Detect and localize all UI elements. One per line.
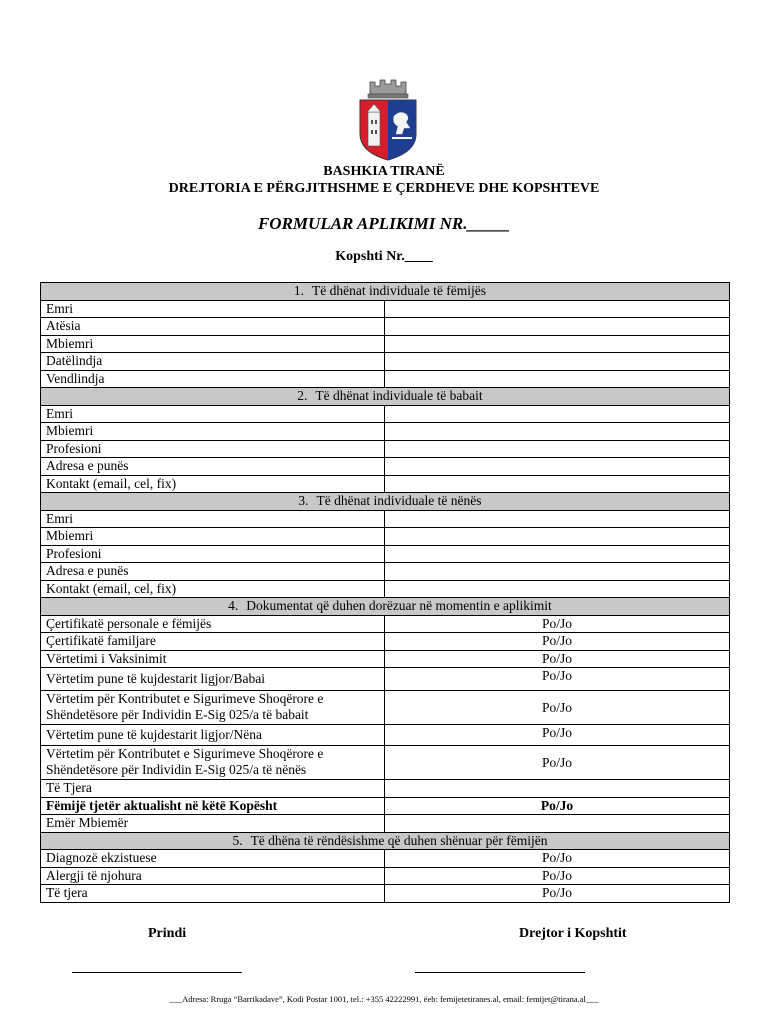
input-cell[interactable] [385, 335, 730, 353]
table-row: Emër Mbiemër [41, 815, 730, 833]
section-1-header: 1. Të dhënat individuale të fëmijës [41, 283, 730, 301]
table-row: Vendlindja [41, 370, 730, 388]
yes-no-cell[interactable]: Po/Jo [385, 867, 730, 885]
yes-no-cell[interactable]: Po/Jo [385, 885, 730, 903]
yes-no-cell[interactable]: Po/Jo [385, 797, 730, 815]
yes-no-cell[interactable]: Po/Jo [385, 633, 730, 651]
table-row: Kontakt (email, cel, fix) [41, 580, 730, 598]
table-row: Kontakt (email, cel, fix) [41, 475, 730, 493]
yes-no-cell[interactable]: Po/Jo [385, 850, 730, 868]
input-cell[interactable] [385, 370, 730, 388]
table-row: Vërtetim pune të kujdestarit ligjor/Babai Po/Jo [41, 668, 730, 691]
input-cell[interactable] [385, 815, 730, 833]
section-4-header: 4. Dokumentat që duhen dorëzuar në momentin e aplikimit [41, 598, 730, 616]
table-row: Emri [41, 300, 730, 318]
table-row: Mbiemri [41, 335, 730, 353]
table-row: Çertifikatë familjare Po/Jo [41, 633, 730, 651]
directorate-name: DREJTORIA E PËRGJITHSHME E ÇERDHEVE DHE KOPSHTEVE [168, 181, 600, 196]
parent-signature-label: Prindi [148, 926, 187, 941]
yes-no-cell[interactable]: Po/Jo [385, 668, 730, 691]
application-form-table [40, 282, 730, 903]
input-cell[interactable] [385, 475, 730, 493]
section-5-header: 5. Të dhëna të rëndësishme që duhen shënuar për fëmijën [41, 832, 730, 850]
table-row: Emri [41, 510, 730, 528]
table-row: Vërtetimi i Vaksinimit Po/Jo [41, 650, 730, 668]
yes-no-cell[interactable]: Po/Jo [385, 725, 730, 746]
footer-address: ___Adresa: Rruga “Barrikadave”, Kodi Postar 1001, tel.: +355 42222991, ëeb: femijetetiranes.al, email: femijet@tirana.al___ [169, 994, 599, 1004]
table-row: Datëlindja [41, 353, 730, 371]
table-row: Adresa e punës [41, 563, 730, 581]
input-cell[interactable] [385, 318, 730, 336]
table-row: Mbiemri [41, 423, 730, 441]
input-cell[interactable] [385, 353, 730, 371]
director-signature-line[interactable] [415, 972, 585, 973]
yes-no-cell[interactable]: Po/Jo [385, 746, 730, 780]
input-cell[interactable] [385, 580, 730, 598]
input-cell[interactable] [385, 510, 730, 528]
section-title: Të dhënat individuale të babait [315, 388, 483, 403]
table-row: Alergji të njohura Po/Jo [41, 867, 730, 885]
input-cell[interactable] [385, 300, 730, 318]
table-row: Vërtetim pune të kujdestarit ligjor/Nëna Po/Jo [41, 725, 730, 746]
section-title: Të dhënat individuale të fëmijës [312, 283, 486, 298]
table-row: Adresa e punës [41, 458, 730, 476]
yes-no-cell[interactable]: Po/Jo [385, 691, 730, 725]
table-row: Vërtetim për Kontributet e Sigurimeve Shoqërore e Shëndetësore për Individin E-Sig 025/a të nënës Po/Jo [41, 746, 730, 780]
table-row: Emri [41, 405, 730, 423]
input-cell[interactable] [385, 423, 730, 441]
input-cell[interactable] [385, 563, 730, 581]
input-cell[interactable] [385, 440, 730, 458]
section-title: Të dhëna të rëndësishme që duhen shënuar për fëmijën [250, 832, 548, 848]
parent-signature-line[interactable] [72, 972, 242, 973]
table-row: Të tjera Po/Jo [41, 885, 730, 903]
section-3-header: 3. Të dhënat individuale të nënës [41, 493, 730, 511]
input-cell[interactable] [385, 545, 730, 563]
table-row: Mbiemri [41, 528, 730, 546]
table-row: Fëmijë tjetër aktualisht në këtë Kopësht Po/Jo [41, 797, 730, 815]
form-title: FORMULAR APLIKIMI NR._____ [257, 214, 511, 233]
section-title: Të dhënat individuale të nënës [316, 493, 482, 508]
yes-no-cell[interactable]: Po/Jo [385, 615, 730, 633]
table-row: Profesioni [41, 545, 730, 563]
table-row: Çertifikatë personale e fëmijës Po/Jo [41, 615, 730, 633]
table-row: Profesioni [41, 440, 730, 458]
municipality-name: BASHKIA TIRANË [323, 164, 445, 179]
input-cell[interactable] [385, 780, 730, 798]
input-cell[interactable] [385, 458, 730, 476]
section-title: Dokumentat që duhen dorëzuar në momentin e aplikimit [246, 598, 552, 613]
section-2-header: 2. Të dhënat individuale të babait [41, 388, 730, 406]
table-row: Diagnozë ekzistuese Po/Jo [41, 850, 730, 868]
kindergarten-number: Kopshti Nr.____ [335, 249, 433, 264]
tirana-coat-of-arms-logo [356, 76, 420, 162]
yes-no-cell[interactable]: Po/Jo [385, 650, 730, 668]
table-row: Atësia [41, 318, 730, 336]
director-signature-label: Drejtor i Kopshtit [519, 926, 627, 941]
input-cell[interactable] [385, 528, 730, 546]
table-row: Të Tjera [41, 780, 730, 798]
input-cell[interactable] [385, 405, 730, 423]
table-row: Vërtetim për Kontributet e Sigurimeve Shoqërore e Shëndetësore për Individin E-Sig 025/a të babait Po/Jo [41, 691, 730, 725]
